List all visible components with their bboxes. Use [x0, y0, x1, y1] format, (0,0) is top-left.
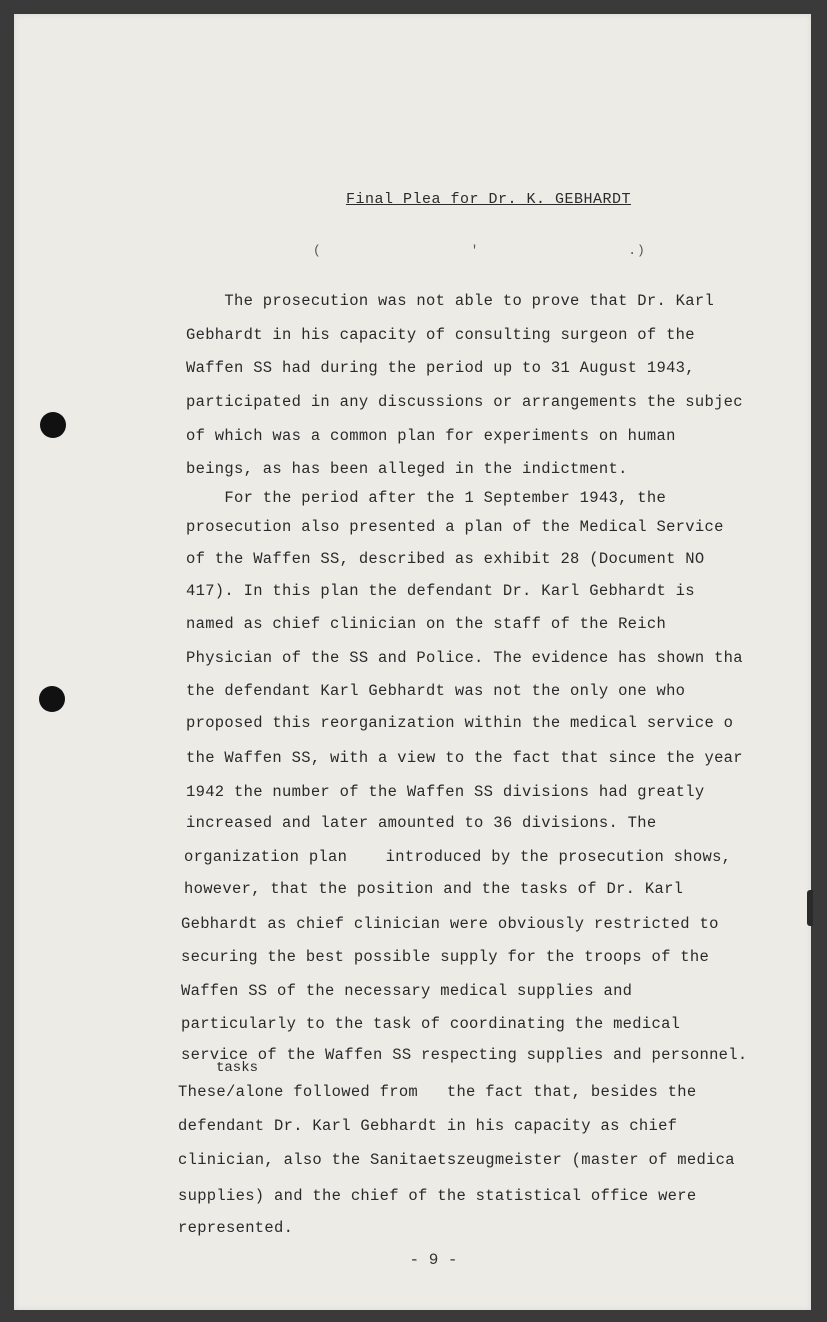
body-line: however, that the position and the tasks of Dr. Karl	[184, 880, 684, 898]
body-line: The prosecution was not able to prove that Dr. Karl	[186, 292, 715, 310]
body-line: named as chief clinician on the staff of the Reich	[186, 615, 667, 633]
body-line: Physician of the SS and Police. The evidence has shown tha	[186, 649, 743, 667]
body-line: Gebhardt in his capacity of consulting surgeon of the	[186, 326, 695, 344]
inserted-word: tasks	[216, 1060, 259, 1076]
body-line: 1942 the number of the Waffen SS divisions had greatly	[186, 783, 705, 801]
body-line: beings, as has been alleged in the indictment.	[186, 460, 628, 478]
body-line: of which was a common plan for experiments on human	[186, 427, 676, 445]
body-line: proposed this reorganization within the medical service o	[186, 714, 734, 732]
body-line: Waffen SS had during the period up to 31 August 1943,	[186, 359, 695, 377]
document-title: Final Plea for Dr. K. GEBHARDT	[345, 191, 632, 208]
body-line: increased and later amounted to 36 divisions. The	[186, 814, 657, 832]
body-line: Waffen SS of the necessary medical supplies and	[181, 982, 633, 1000]
punch-hole-top	[40, 412, 66, 438]
body-line: Gebhardt as chief clinician were obviously restricted to	[181, 915, 719, 933]
body-line: supplies) and the chief of the statistical office were	[178, 1187, 697, 1205]
body-line: participated in any discussions or arrangements the subjec	[186, 393, 743, 411]
page-number: - 9 -	[409, 1251, 458, 1269]
body-line: represented.	[178, 1219, 294, 1237]
page-edge-clip	[807, 890, 813, 926]
body-line: prosecution also presented a plan of the Medical Service	[186, 518, 724, 536]
body-line: of the Waffen SS, described as exhibit 28 (Document NO	[186, 550, 705, 568]
body-line: the Waffen SS, with a view to the fact that since the year	[186, 749, 743, 767]
body-line: clinician, also the Sanitaetszeugmeister (master of medica	[178, 1151, 735, 1169]
body-line: the defendant Karl Gebhardt was not the only one who	[186, 682, 686, 700]
body-line: defendant Dr. Karl Gebhardt in his capacity as chief	[178, 1117, 678, 1135]
body-line: 417). In this plan the defendant Dr. Karl Gebhardt is	[186, 582, 695, 600]
body-line: particularly to the task of coordinating the medical	[181, 1015, 681, 1033]
body-line: For the period after the 1 September 1943, the	[186, 489, 667, 507]
punch-hole-bottom	[39, 686, 65, 712]
body-line: organization plan introduced by the prosecution shows,	[184, 848, 732, 866]
body-line: These/alone followed from the fact that, besides the	[178, 1083, 697, 1101]
body-line: service of the Waffen SS respecting supplies and personnel.	[181, 1046, 748, 1064]
body-line: securing the best possible supply for the troops of the	[181, 948, 710, 966]
faint-marks: ( ' .)	[313, 243, 646, 258]
